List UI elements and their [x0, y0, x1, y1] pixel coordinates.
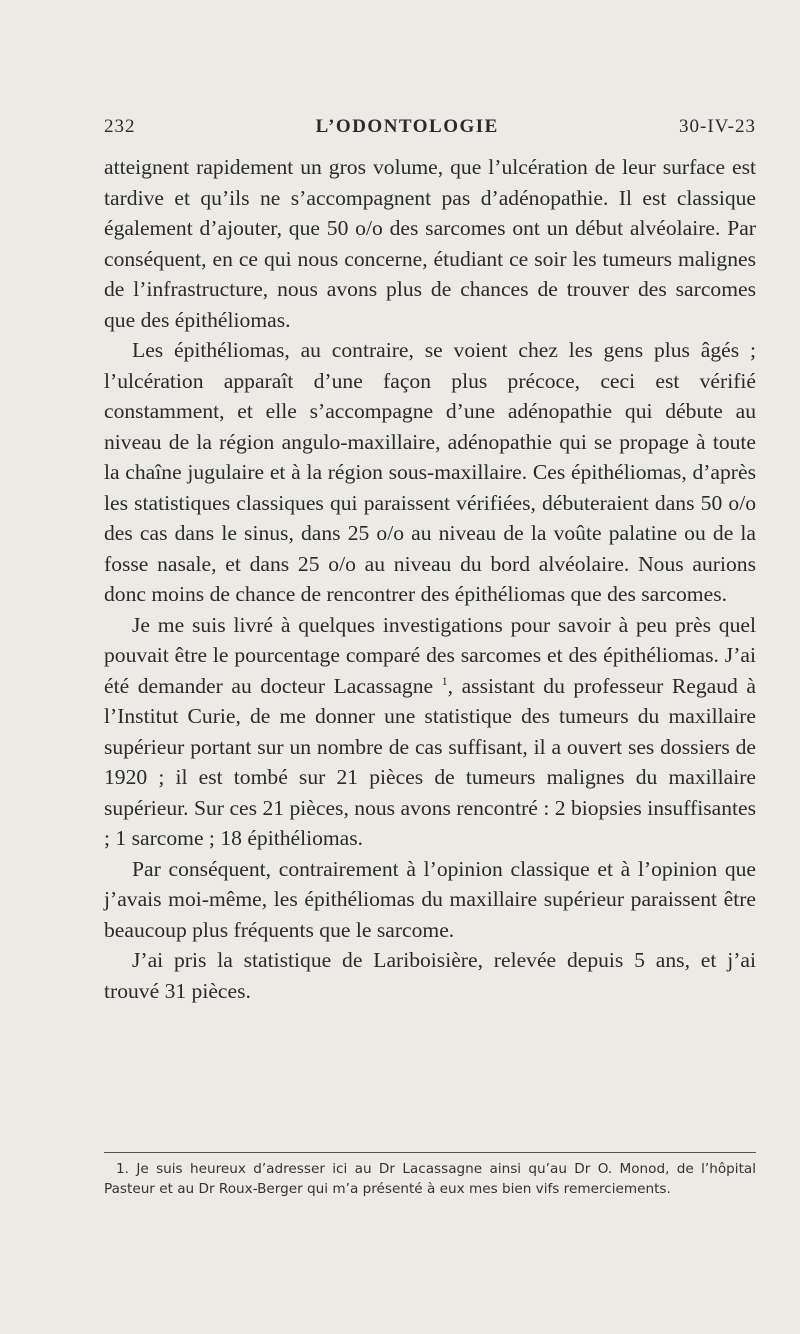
footnote-number: 1. [116, 1161, 129, 1177]
running-header [104, 116, 756, 138]
footnote [104, 1159, 756, 1199]
paragraph: atteignent rapidement un gros volume, que l’ulcération de leur surface est tardive et qu’ils ne s’accompagnent pas d’adénopathie. Il est classique également d’ajouter, que 50 o/o des sarcomes ont un début alvéolaire. Par conséquent, en ce qui nous concerne, étudiant ce soir les tumeurs malignes de l’infrastructure, nous avons plus de chances de trouver des sarcomes que des épithéliomas. [104, 155, 756, 332]
paragraph: Les épithéliomas, au contraire, se voient chez les gens plus âgés ; l’ulcération apparaît d’une façon plus précoce, ceci est vérifié constamment, et elle s’accompagne d’une adénopathie qui débute au niveau de la région angulo-maxillaire, adénopathie qui se propage à toute la chaîne jugulaire et à la région sous-maxillaire. Ces épithéliomas, d’après les statistiques classiques qui paraissent vérifiées, débuteraient dans 50 o/o des cas dans le sinus, dans 25 o/o au niveau de la voûte palatine ou de la fosse nasale, et dans 25 o/o au niveau du bord alvéolaire. Nous aurions donc moins de chance de rencontrer des épithéliomas que des sarcomes. [104, 338, 756, 606]
footnote-reference: 1 [441, 673, 448, 688]
paragraph-text: , assistant du professeur Regaud à l’Institut Curie, de me donner une statistique des tumeurs du maxillaire supérieur portant sur un nombre de cas suffisant, il a ouvert ses dossiers de 1920 ; il est tombé sur 21 pièces de tumeurs malignes du maxillaire supérieur. Sur ces 21 pièces, nous avons rencontré : 2 biopsies insuffisantes ; 1 sarcome ; 18 épithéliomas. [104, 673, 756, 850]
paragraph [104, 610, 756, 854]
footnote-divider [104, 1152, 756, 1153]
journal-title: L’ODONTOLOGIE [315, 116, 499, 137]
footnote-text: Je suis heureux d’adresser ici au Dr Lacassagne ainsi qu’au Dr O. Monod, de l’hôpital Pasteur et au Dr Roux-Berger qui m’a présenté à eux mes bien vifs remerciements. [104, 1161, 757, 1197]
paragraph: J’ai pris la statistique de Lariboisière, relevée depuis 5 ans, et j’ai trouvé 31 pièces. [104, 948, 756, 1003]
body-text [104, 152, 756, 1006]
paragraph-text: Je me suis livré à quelques investigations pour savoir à peu près quel pouvait être le pourcentage comparé des sarcomes et des épithéliomas. J’ai été demander au docteur Lacassagne [104, 612, 756, 698]
paragraph: Par conséquent, contrairement à l’opinion classique et à l’opinion que j’avais moi-même, les épithéliomas du maxillaire supérieur paraissent être beaucoup plus fréquents que le sarcome. [104, 856, 756, 942]
issue-date: 30-IV-23 [679, 116, 756, 137]
page-number: 232 [104, 116, 136, 137]
